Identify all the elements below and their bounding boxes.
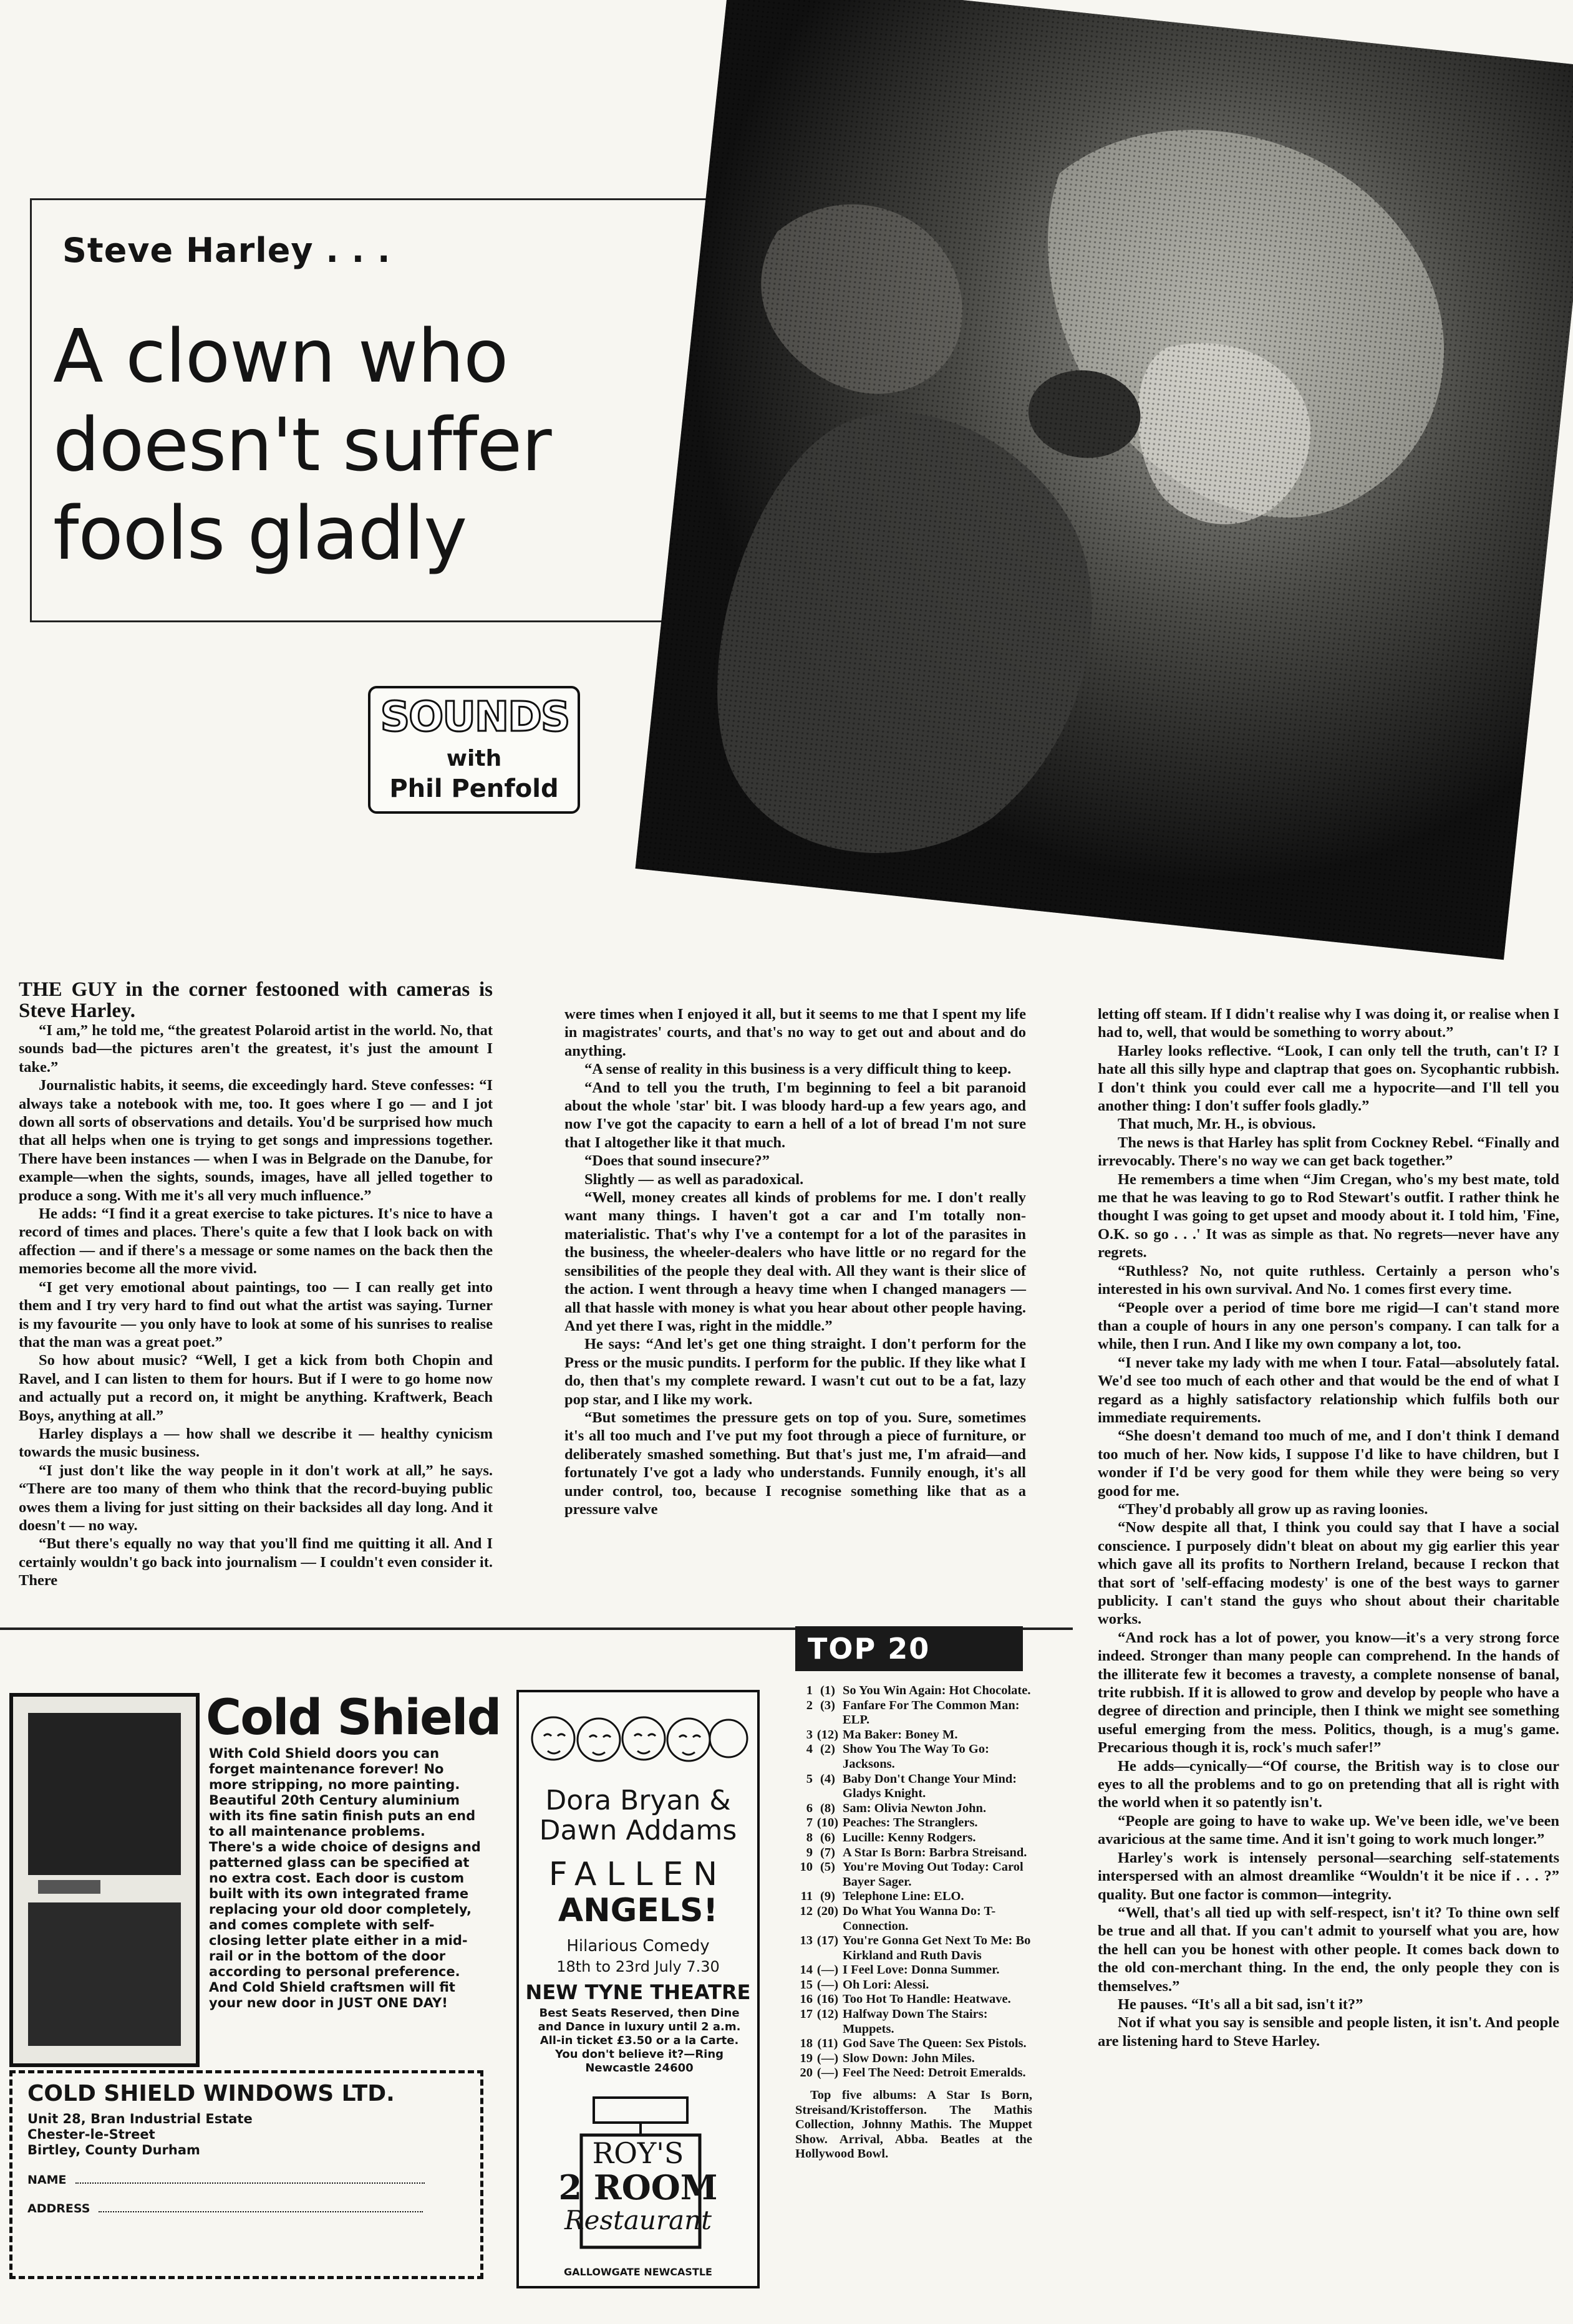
- chart-position: 16: [800, 1992, 813, 2007]
- song-and-artist: I Feel Love: Donna Summer.: [843, 1963, 1000, 1977]
- song-and-artist: Lucille: Kenny Rodgers.: [843, 1830, 976, 1844]
- coupon-address-label: ADDRESS: [27, 2202, 90, 2216]
- song-and-artist: You're Gonna Get Next To Me: Bo Kirkland and Ruth Davis: [843, 1934, 1031, 1962]
- last-week-position: (3): [820, 1698, 835, 1712]
- last-week-position: (—): [816, 2051, 839, 2065]
- song-and-artist: God Save The Queen: Sex Pistols.: [843, 2037, 1027, 2051]
- chart-position: 20: [800, 2066, 813, 2080]
- article-paragraph: Harley displays a — how shall we describe it — healthy cynicism towards the music business.: [19, 1425, 493, 1461]
- last-week-position: (12): [816, 1727, 839, 1742]
- article-paragraph: The news is that Harley has split from Cockney Rebel. “Finally and irrevocably. There's no way we can get back together.”: [1098, 1134, 1559, 1170]
- song-and-artist: You're Moving Out Today: Carol Bayer Sager.: [843, 1860, 1024, 1889]
- headline-line: fools gladly: [53, 490, 467, 576]
- headline-kicker: Steve Harley . . .: [62, 231, 391, 270]
- song-and-artist: Halfway Down The Stairs: Muppets.: [843, 2007, 988, 2036]
- letter-plate: [38, 1880, 100, 1894]
- chart-position: 14: [800, 1963, 813, 1977]
- song-and-artist: Too Hot To Handle: Heatwave.: [843, 1992, 1011, 2007]
- article-paragraph: He says: “And let's get one thing straight. I don't perform for the Press or the music pundits. I perform for the public. If they like what I do, then that's my complete reward. I wasn't cut out to be a fat, lazy pop star, and I like my work.: [564, 1336, 1026, 1408]
- article-column-3: [1098, 1005, 1559, 2050]
- column-logo: SOUNDS: [380, 693, 569, 741]
- coupon-address-line: Birtley, County Durham: [27, 2143, 200, 2158]
- coupon-address-line: Unit 28, Bran Industrial Estate: [27, 2111, 253, 2126]
- song-and-artist: Slow Down: John Miles.: [843, 2051, 975, 2065]
- top20-entry: [795, 2052, 1032, 2066]
- song-and-artist: Baby Don't Change Your Mind: Gladys Knight.: [843, 1772, 1017, 1801]
- article-paragraph: “They'd probably all grow up as raving loonies.: [1118, 1500, 1428, 1518]
- top20-entry: [795, 1963, 1032, 1978]
- last-week-position: (9): [820, 1889, 835, 1904]
- last-week-position: (6): [820, 1830, 835, 1844]
- chart-position: 19: [800, 2051, 813, 2065]
- top20-entry: [795, 1846, 1032, 1861]
- article-paragraph: “People are going to have to wake up. We've been idle, we've been avaricious at the same time. And it isn't going to work much longer.”: [1098, 1812, 1559, 1848]
- headline-line: doesn't suffer: [53, 402, 551, 488]
- chart-position: 17: [800, 2007, 813, 2022]
- performer-photo: [636, 0, 1573, 960]
- top20-entry: [795, 1904, 1032, 1934]
- article-paragraph: “But there's equally no way that you'll find me quitting it all. And I certainly wouldn't go back into journalism — I couldn't even consider it. There: [19, 1535, 493, 1589]
- article-paragraph: “Now despite all that, I think you could say that I have a social conscience. I purposely didn't bleat on about my gig earlier this year which gave all its profits to Northern Ireland, because I reckon that that sort of 'self-effacing modesty' is one of the best ways to garner publicity. I can't stand the guys who shout about their charitable works.: [1098, 1519, 1559, 1628]
- top20-entry: [795, 1889, 1032, 1904]
- cold-shield-coupon[interactable]: [9, 2070, 483, 2279]
- coupon-company: COLD SHIELD WINDOWS LTD.: [27, 2081, 395, 2106]
- top20-entry: [795, 1699, 1032, 1728]
- article-column-2: [564, 1005, 1026, 1518]
- chart-position: 7: [806, 1816, 813, 1830]
- cold-shield-title: Cold Shield: [206, 1690, 501, 1746]
- article-paragraph: “Ruthless? No, not quite ruthless. Certainly a person who's interested in his own survival. And No. 1 comes first every time.: [1098, 1262, 1559, 1298]
- chart-position: 15: [800, 1977, 813, 1992]
- headline-line: A clown who: [53, 313, 508, 399]
- chart-position: 10: [800, 1860, 813, 1874]
- top20-entry: [795, 1860, 1032, 1889]
- last-week-position: (4): [820, 1772, 835, 1786]
- theatre-stars: [519, 1786, 757, 1846]
- last-week-position: (5): [820, 1860, 835, 1874]
- chart-position: 8: [806, 1830, 813, 1844]
- play-genre: Hilarious Comedy: [566, 1937, 710, 1955]
- article-paragraph: “A sense of reality in this business is a very difficult thing to keep.: [584, 1061, 1012, 1078]
- article-paragraph: “People over a period of time bore me rigid—I can't stand more than a couple of hours in any one person's company. I can talk for a while, then I run. And I like my own company a lot, too.: [1098, 1299, 1559, 1353]
- article-paragraph: “But sometimes the pressure gets on top of you. Sure, sometimes it's all too much and I've put my foot through a piece of furniture, or deliberately smashed something. But that's just me, I'm afraid—and fortunately I've got a lady who understands. Funnily enough, it's all under control, too, because I recognise something like that as a pressure valve: [564, 1409, 1026, 1518]
- chart-position: 13: [800, 1934, 813, 1948]
- top20-rows: [795, 1684, 1032, 2081]
- song-and-artist: Sam: Olivia Newton John.: [843, 1801, 987, 1815]
- top20-entry: [795, 1684, 1032, 1699]
- article-paragraph: He adds—cynically—“Of course, the British way is to close our eyes to all the problems and to go on pretending that all is right with the world when it so patently isn't.: [1098, 1757, 1559, 1811]
- byline-author: Phil Penfold: [389, 774, 559, 803]
- article-paragraph: “I never take my lady with me when I tour. Fatal—absolutely fatal. We'd see too much of each other and that would be the end of what I regard as a highly satisfactory relationship which fulfils both our immediate requirements.: [1098, 1354, 1559, 1426]
- coupon-name-label: NAME: [27, 2173, 67, 2187]
- top20-heading: TOP 20: [795, 1626, 1023, 1671]
- last-week-position: (7): [820, 1845, 835, 1859]
- play-title-line-2: ANGELS!: [558, 1892, 719, 1929]
- play-dates: 18th to 23rd July 7.30: [556, 1958, 720, 1975]
- song-and-artist: A Star Is Born: Barbra Streisand.: [843, 1845, 1027, 1859]
- song-and-artist: Fanfare For The Common Man: ELP.: [843, 1698, 1020, 1727]
- article-paragraph: “And to tell you the truth, I'm beginning to feel a bit paranoid about the whole 'star' bit. I was bloody hard-up a few years ago, and now I've got the capacity to earn a hell of a lot of bread I'm not sure that I altogether like it that much.: [564, 1079, 1026, 1151]
- restaurant-word: Restaurant: [564, 2205, 712, 2235]
- chart-position: 4: [806, 1742, 813, 1757]
- coupon-name-field[interactable]: [27, 2173, 465, 2187]
- last-week-position: (10): [816, 1816, 839, 1830]
- top20-entry: [795, 2066, 1032, 2081]
- star-name: Dora Bryan &: [545, 1785, 731, 1816]
- article-paragraph: Not if what you say is sensible and people listen, it isn't. And people are listening hard to Steve Harley.: [1098, 2014, 1559, 2050]
- last-week-position: (—): [816, 1963, 839, 1977]
- last-week-position: (2): [820, 1742, 835, 1757]
- article-paragraph: “Well, money creates all kinds of problems for me. I don't really want many things. I haven't got a car and I'm totally non-materialistic. That's why I've a contempt for a lot of the parasites in the business, the wheeler-dealers who have little or no regard for the sensibilities of the people they deal with. All they want is their slice of the action. I went through a heavy time when I changed managers — all that hassle with money is what you hear about other people having. And yet there I was, right in the middle.”: [564, 1189, 1026, 1334]
- top20-entry: [795, 1772, 1032, 1801]
- top20-entry: [795, 2007, 1032, 2037]
- performer-photo-image: [636, 0, 1573, 960]
- top20-entry: [795, 1742, 1032, 1772]
- song-and-artist: Oh Lori: Alessi.: [843, 1977, 929, 1992]
- article-paragraph: letting off steam. If I didn't realise why I was doing it, or realise when I had to, well, that would be something to worry about.”: [1098, 1006, 1559, 1041]
- top20-entry: [795, 1992, 1032, 2007]
- showgirls-illustration: [525, 1701, 751, 1776]
- cold-shield-body: With Cold Shield doors you can forget maintenance forever! No more stripping, no more painting. Beautiful 20th Century aluminium with its fine satin finish puts an end to all maintenance problems. There's a wide choice of designs and patterned glass can be specified at no extra cost. Each door is custom built with its own integrated frame replacing your old door completely, and comes complete with self-closing letter plate either in a mid-rail or in the bottom of the door according to personal preference. And Cold Shield craftsmen will fit your new door in JUST ONE DAY!: [209, 1746, 481, 2010]
- last-week-position: (1): [820, 1684, 835, 1697]
- last-week-position: (17): [816, 1934, 839, 1948]
- article-paragraph: Journalistic habits, it seems, die exceedingly hard. Steve confesses: “I always take a notebook with me, too. It goes where I go — and I jot down all sorts of observations and details. You'd be surprised how much that all helps when one is trying to get songs and impressions together. There have been instances — when I was in Belgrade on the Danube, for example—when the sights, sounds, images, have all jelled together to produce a song. With me it's all very much influence.”: [19, 1077, 493, 1204]
- top20-entry: [795, 1801, 1032, 1816]
- chart-position: 11: [800, 1889, 813, 1904]
- top20-chart: [795, 1684, 1032, 2162]
- chart-position: 18: [800, 2037, 813, 2051]
- theatre-ad: [516, 1690, 760, 2288]
- article-paragraph: were times when I enjoyed it all, but it seems to me that I spent my life in magistrates' courts, and that's no way to get out and about and do anything.: [564, 1006, 1026, 1059]
- top20-entry: [795, 1978, 1032, 1993]
- article-paragraph: So how about music? “Well, I get a kick from both Chopin and Ravel, and I can listen to them for hours. But if I were to go home now and actually put a record on, it might be anything. Kraftwerk, Beach Boys, anything at all.”: [19, 1352, 493, 1424]
- coupon-address-field[interactable]: [27, 2202, 465, 2216]
- last-week-position: (—): [816, 1977, 839, 1992]
- top20-entry: [795, 1934, 1032, 1963]
- restaurant-name: ROY'S: [592, 2136, 684, 2170]
- chart-position: 5: [806, 1772, 813, 1786]
- coupon-address-line-input[interactable]: [99, 2211, 423, 2212]
- play-title-line-1: FALLEN: [548, 1856, 728, 1893]
- article-paragraph: Harley looks reflective. “Look, I can only tell the truth, can't I? I hate all this silly hype and claptrap that goes on. Sycophantic rubbish. I don't think you could ever call me a hypocrite—and I'll tell you another thing: I don't suffer fools gladly.”: [1098, 1042, 1559, 1115]
- song-and-artist: Telephone Line: ELO.: [843, 1889, 964, 1904]
- door-glass-pane: [28, 1713, 181, 1875]
- door-illustration: [9, 1693, 200, 2067]
- article-paragraph: “Well, that's all tied up with self-respect, isn't it? To thine own self be true and all that. If you can't admit to yourself what you are, how the hell can you be honest with other people. It comes back down to the old con-merchant thing. In the end, the only people they con is themselves.”: [1098, 1904, 1559, 1995]
- theatre-venue: NEW TYNE THEATRE: [525, 1980, 751, 2004]
- chart-position: 9: [806, 1845, 813, 1859]
- article-paragraph: “She doesn't demand too much of me, and I don't think I demand too much of her. Now kids, I suppose I'd like to have children, but I wonder if I'd be very good for them while they were being so very good for me.: [1098, 1427, 1559, 1500]
- headline-title: [53, 312, 708, 577]
- article-lede: THE GUY in the corner festooned with cameras is Steve Harley.: [19, 978, 493, 1022]
- column-byline-badge: [368, 686, 580, 814]
- article-paragraph: He adds: “I find it a great exercise to take pictures. It's nice to have a record of times and places. There's quite a few that I look back on with affection — and if there's a message or some names on the back then the memories become all the more vivid.: [19, 1205, 493, 1278]
- article-paragraph: “I just don't like the way people in it don't work at all,” he says. “There are too many of them who think that the record-buying public owes them a living for just sitting on their backsides all day long. And it doesn't — no way.: [19, 1462, 493, 1534]
- article-paragraph: “I get very emotional about paintings, too — I can really get into them and I try very hard to find out what the artist was saying. Turner is my favourite — you only have to look at some of his sunrises to realise that the man was a great poet.”: [19, 1278, 493, 1351]
- coupon-name-line[interactable]: [75, 2182, 425, 2184]
- last-week-position: (—): [816, 2066, 839, 2080]
- article-paragraph: He pauses. “It's all a bit sad, isn't it?”: [1118, 1995, 1363, 2013]
- star-name: Dawn Addams: [539, 1815, 737, 1846]
- song-and-artist: Feel The Need: Detroit Emeralds.: [843, 2066, 1026, 2080]
- article-paragraph: Slightly — as well as paradoxical.: [584, 1170, 804, 1188]
- byline-with: with: [446, 746, 502, 771]
- article-paragraph: That much, Mr. H., is obvious.: [1118, 1116, 1316, 1133]
- song-and-artist: Peaches: The Stranglers.: [843, 1816, 978, 1830]
- song-and-artist: So You Win Again: Hot Chocolate.: [843, 1684, 1031, 1697]
- last-week-position: (12): [816, 2007, 839, 2022]
- article-paragraph: He remembers a time when “Jim Cregan, who's my best mate, told me that he was leaving to go to Rod Stewart's outfit. I rather think he thought I was going to get upset and moody about it. I told him, 'Fine, O.K. so go . . .' It was as simple as that. No regrets—never have any regrets.: [1098, 1170, 1559, 1261]
- restaurant-location: GALLOWGATE NEWCASTLE: [564, 2266, 712, 2278]
- coupon-address: [27, 2111, 465, 2158]
- top20-entry: [795, 1816, 1032, 1831]
- article-paragraph: “Does that sound insecure?”: [584, 1152, 770, 1170]
- song-and-artist: Do What You Wanna Do: T-Connection.: [843, 1904, 996, 1933]
- article-paragraph: Harley's work is intensely personal—searching self-statements interspersed with an almost dreamlike “Wouldn't it be nice if . . . ?” quality. But one factor is common—integrity.: [1098, 1849, 1559, 1903]
- theatre-booking-info: Best Seats Reserved, then Dine and Dance in luxury until 2 a.m. All-in ticket £3.50 or a la Carte. You don't believe it?—Ring Newcastle 24600: [538, 2007, 741, 2075]
- song-and-artist: Show You The Way To Go: Jacksons.: [843, 1742, 989, 1771]
- last-week-position: (8): [820, 1801, 835, 1815]
- top20-entry: [795, 1831, 1032, 1846]
- last-week-position: (20): [816, 1904, 839, 1918]
- song-and-artist: Ma Baker: Boney M.: [843, 1727, 958, 1742]
- chart-position: 1: [806, 1684, 813, 1697]
- last-week-position: (11): [817, 2037, 838, 2051]
- top20-entry: [795, 2037, 1032, 2052]
- article-paragraph: “I am,” he told me, “the greatest Polaroid artist in the world. No, that sounds bad—the pictures aren't the greatest, it's just the amount I take.”: [19, 1022, 493, 1076]
- door-glass-pane: [28, 1902, 181, 2046]
- chart-position: 3: [806, 1727, 813, 1742]
- chart-position: 6: [806, 1801, 813, 1815]
- article-paragraph: “And rock has a lot of power, you know—it's a very strong force indeed. Stronger than many people can comprehend. In the hands of the illiterate few it becomes a travesty, a complete nonsense of banal, trite rubbish. If it is allowed to grow and develop by people who have a degree of direction and principle, then I think we might see something useful emerging from the mess. Politics, though, is a mug's game. Precarious though it is, rock's much safer!”: [1098, 1629, 1559, 1757]
- coupon-address-line: Chester-le-Street: [27, 2127, 155, 2142]
- top-albums-note: Top five albums: A Star Is Born, Streisand/Kristofferson. The Mathis Collection, Johnny Mathis. The Muppet Show. Arrival, Abba. Beatles at the Hollywood Bowl.: [795, 2088, 1032, 2161]
- article-column-1: [19, 979, 493, 1590]
- last-week-position: (16): [816, 1992, 839, 2007]
- restaurant-rooms: 2 ROOM: [558, 2167, 718, 2207]
- chart-position: 12: [800, 1904, 813, 1918]
- chart-position: 2: [806, 1698, 813, 1712]
- top20-entry: [795, 1728, 1032, 1743]
